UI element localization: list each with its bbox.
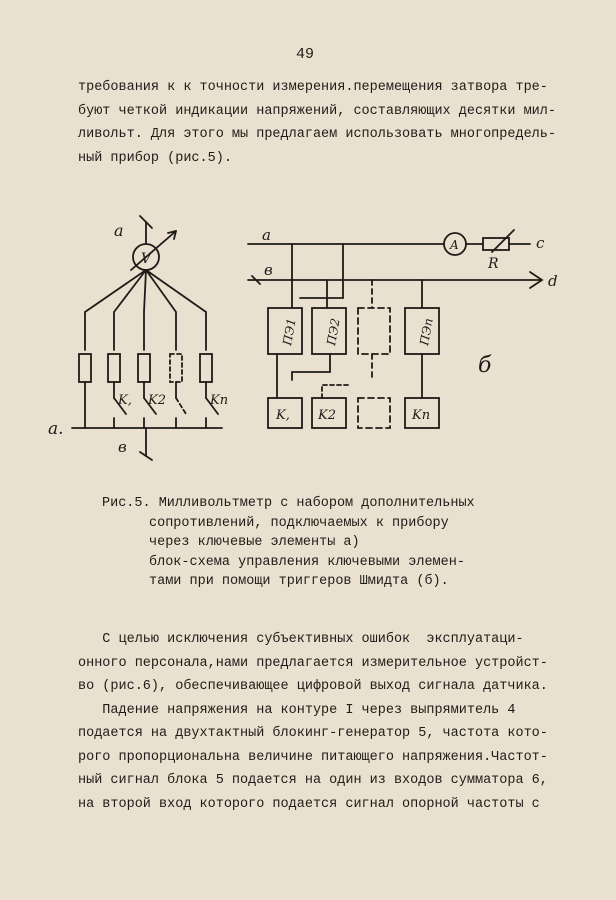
caption-line: Рис.5. Милливольтметр с набором дополнительных [102,496,475,511]
key-block [358,398,390,428]
resistor-icon [200,354,212,382]
text-line: на второй вход которого подается сигнал опорной частоты с [78,796,540,812]
text-line: ливольт. Для этого мы предлагаем использовать многопредель- [78,127,556,142]
switch-label: K2 [148,393,166,408]
text-line: требования к к точности измерения.перемещения затвора тре- [78,80,548,95]
switch-label: Kn [210,393,229,408]
panel-b-label: б [478,353,492,378]
text-line: ный прибор (рис.5). [78,150,232,166]
wire [277,354,422,398]
panel-a-label: a. [48,419,64,439]
wire [131,231,176,270]
caption-line: сопротивлений, подключаемых к прибору [149,515,449,531]
key-label: K2 [318,408,336,423]
trigger-label: ПЭn [417,317,436,347]
text-line: буют четкой индикации напряжений, составляющих десятки мил- [78,103,556,119]
variable-arrow-icon [492,230,514,252]
caption-line: тами при помощи триггеров Шмидта (б). [149,574,449,589]
output-label: c [536,234,545,252]
trigger-label: ПЭ1 [280,317,299,347]
text-line: С целью исключения субъективных ошибок эксплуатаци- [78,632,524,647]
output-label: d [548,272,558,290]
resistor-icon [79,354,91,382]
wire [322,385,350,398]
caption-line: через ключевые элементы а) [149,535,360,550]
wire [85,270,206,350]
resistor-label: R [488,256,499,272]
resistor-icon [170,354,182,382]
wire [85,382,206,428]
text-line: подается на двухтактный блокинг-генератор 5, частота кото- [78,726,548,741]
text-line: ный сигнал блока 5 подается на один из входов сумматора 6, [78,773,548,788]
figure-caption [102,494,502,592]
switch-label: K, [118,393,132,408]
text-line: рого пропорциональна величине питающего напряжения.Частот- [78,749,548,765]
key-label: K, [276,408,290,423]
resistor-icon [108,354,120,382]
bus-label: в [264,261,273,279]
body-paragraph [78,628,548,816]
bus-label: a [262,226,271,244]
trigger-label: ПЭ2 [324,317,343,347]
resistor-icon [138,354,150,382]
page-number: 49 [296,46,315,63]
text-line: Падение напряжения на контуре I через выпрямитель 4 [78,702,516,718]
voltmeter-label: V [141,251,152,267]
wire [114,418,206,428]
trigger-block [358,308,390,354]
terminal-label: a [114,221,124,240]
switch-icon [176,398,186,414]
terminal-label: в [118,438,127,456]
text-line: во (рис.6), обеспечивающее цифровой выход сигнала датчика. [78,679,548,694]
text-line: онного персонала,нами предлагается измерительное устройст- [78,655,548,671]
ammeter-label: A [450,238,459,252]
wire [300,244,343,298]
caption-line: блок-схема управления ключевыми элемен- [149,554,465,570]
key-label: Kn [412,408,431,423]
